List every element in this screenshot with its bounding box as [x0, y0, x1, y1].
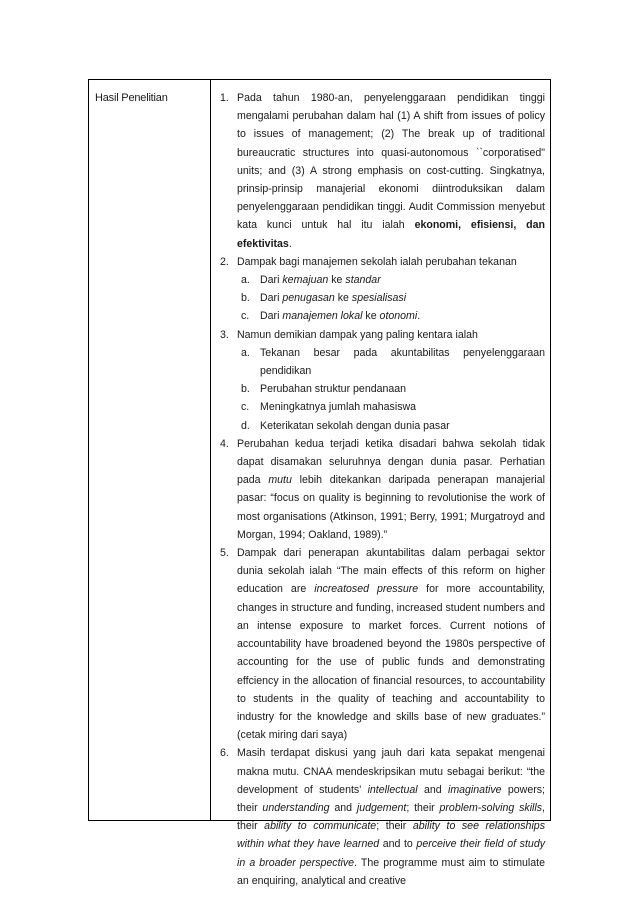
sub-letter: a.: [241, 346, 250, 359]
sub-letter: c.: [241, 401, 250, 414]
list-item: [220, 744, 545, 890]
sub-letter: d.: [241, 419, 250, 432]
item-text: Dampak dari penerapan akuntabilitas dalam perbagai sektor dunia sekolah ialah “The main effects of this reform on higher education are increatosed pressure for more accountability, changes in structure and funding, increased student numbers and an intense exposure to market forces. Current notions of accountability have broadened beyond the 1980s perspective of accounting for the use of public funds and demonstrating effciency in the allocation of financial resources, to accountability to students in the quality of teaching and accountability to industry for the knowledge and skills base of new graduates.” (cetak miring dari saya): [237, 547, 546, 742]
sub-item: a. Dari kemajuan ke standar: [220, 271, 545, 289]
item-number: 6.: [220, 747, 229, 760]
list-item: [220, 89, 545, 253]
column-divider: [210, 80, 211, 820]
item-text: Masih terdapat diskusi yang jauh dari kata sepakat mengenai makna mutu. CNAA mendeskripsikan mutu sebagai berikut: “the development of students' intellectual and imaginative powers; their understanding and judgement; their problem-solving skills, their ability to communicate; their ability to see relationships within what they have learned and to perceive their field of study in a broader perspective. The programme must aim to stimulate an enquiring, analytical and creative: [237, 747, 546, 887]
row-label: Hasil Penelitian: [95, 92, 168, 104]
item-number: 4.: [220, 437, 229, 450]
results-table: [88, 79, 551, 887]
list-item: [220, 326, 545, 344]
sub-letter: b.: [241, 292, 250, 305]
sub-item: c. Dari manajemen lokal ke otonomi.: [220, 307, 545, 325]
sub-item: c. Meningkatnya jumlah mahasiswa: [220, 398, 545, 416]
list-item: [220, 435, 545, 544]
sub-letter: a.: [241, 274, 250, 287]
sub-item: a. Tekanan besar pada akuntabilitas penyelenggaraan pendidikan: [220, 344, 545, 380]
sub-letter: b.: [241, 383, 250, 396]
sub-item: b. Perubahan struktur pendanaan: [220, 380, 545, 398]
item-number: 3.: [220, 328, 229, 341]
item-number: 1.: [220, 92, 229, 104]
sub-item: d. Keterikatan sekolah dengan dunia pasar: [220, 417, 545, 435]
list-item: [220, 544, 545, 744]
content-cell: [220, 89, 545, 890]
bold-keywords: dan efektivitas: [237, 219, 545, 250]
sub-item: b. Dari penugasan ke spesialisasi: [220, 289, 545, 307]
item-text: Perubahan kedua terjadi ketika disadari bahwa sekolah tidak dapat disamakan seluruhnya dengan dunia pasar. Perhatian pada mutu lebih ditekankan daripada penerapan manajerial pasar: “focus on quality is beginning to revolutionise the work of most organisations (Atkinson, 1991; Berry, 1991; Murgatroyd and Morgan, 1994; Oakland, 1989).”: [237, 437, 545, 541]
list-item: [220, 253, 545, 271]
item-number: 5.: [220, 547, 229, 560]
item-text: Pada tahun 1980-an, penyelenggaraan pendidikan tinggi mengalami perubahan dalam hal (1) A shift from issues of policy to issues of management; (2) The break up of traditional bureaucratic structures into quasi-autonomous ``corporatised" units; and (3) A strong emphasis on cost-cutting. Singkatnya, prinsip-prinsip manajerial ekonomi diintroduksikan dalam penyelenggaraan pendidikan tinggi. Audit Commission menyebut kata kunci untuk hal itu ialah ekonomi, efisiensi, dan efektivitas.: [237, 92, 545, 250]
item-number: 2.: [220, 255, 229, 268]
sub-letter: c.: [241, 310, 250, 323]
bold-keywords: ekonomi, efisiensi,: [414, 219, 517, 232]
item-intro: Dampak bagi manajemen sekolah ialah perubahan tekanan: [237, 255, 517, 268]
item-intro: Namun demikian dampak yang paling kentara ialah: [237, 328, 478, 341]
